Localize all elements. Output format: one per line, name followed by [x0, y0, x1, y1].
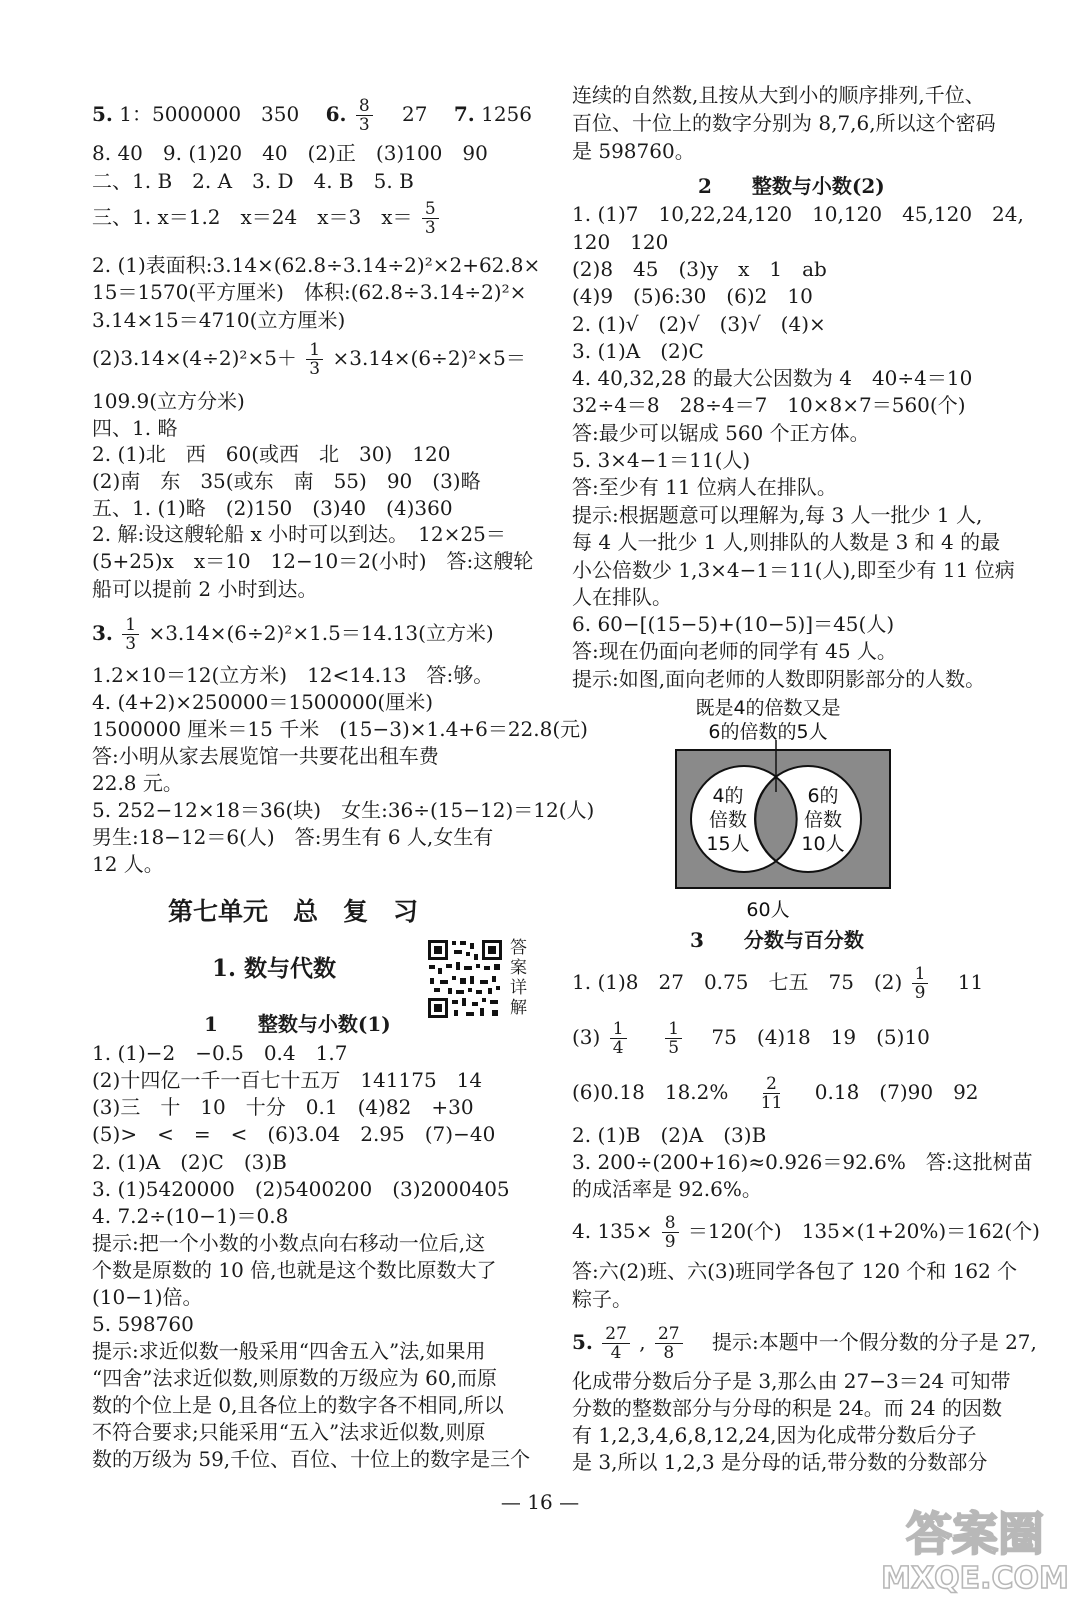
hint-line: 数的个位上是 0,且各位上的数字各不相同,所以 — [92, 1393, 504, 1417]
answer-line: 22.8 元。 — [92, 771, 183, 795]
answer-line: 粽子。 — [572, 1287, 632, 1311]
answer-line: 2. 解:设这艘轮船 x 小时可以到达。 12×25＝ — [92, 522, 506, 546]
answer-line: 答:六(2)班、六(3)班同学各包了 120 个和 162 个 — [572, 1259, 1018, 1283]
answer-line: 3. (1)A (2)C — [572, 339, 704, 363]
venn-right-label-1: 6的 — [807, 785, 839, 807]
qr-code-icon — [426, 938, 504, 1020]
answer-line: 4. 40,32,28 的最大公因数为 4 40÷4＝10 — [572, 366, 973, 390]
answer-line: (2)南 东 35(或东 南 55) 90 (3)略 — [92, 469, 481, 493]
venn-diagram — [668, 692, 898, 928]
answer-line: 2. (1)表面积:3.14×(62.8÷3.14÷2)²×2+62.8× — [92, 253, 541, 277]
section-title: 1. 数与代数 — [212, 955, 337, 982]
answer-line: 5. 3×4−1＝11(人) — [572, 448, 751, 472]
hint-line: 提示:把一个小数的小数点向右移动一位后,这 — [92, 1231, 486, 1255]
hint-line: 分数的整数部分与分母的积是 24。而 24 的因数 — [572, 1396, 1002, 1420]
hint-line: 人在排队。 — [572, 585, 672, 609]
venn-caption-1: 既是4的倍数又是 — [695, 697, 841, 719]
hint-line: 提示:根据题意可以理解为,每 3 人一批少 1 人, — [572, 503, 983, 527]
answer-line: 5. 252−12×18＝36(块) 女生:36÷(15−12)＝12(人) — [92, 798, 595, 822]
answer-line: 4. 7.2÷(10−1)＝0.8 — [92, 1204, 289, 1228]
subsection-title: 1 整数与小数(1) — [204, 1012, 391, 1036]
fraction: $\frac{1}{3}$ — [122, 616, 139, 653]
fraction: $\frac{2}{11}$ — [760, 1074, 783, 1113]
venn-total-label: 60人 — [746, 899, 790, 921]
qr-label: 答案详解 — [510, 938, 527, 1018]
fraction: $\frac{1}{5}$ — [665, 1020, 682, 1057]
answer-line: 1500000 厘米＝15 千米 (15−3)×1.4+6＝22.8(元) — [92, 717, 588, 741]
answer-line: 3. 200÷(200+16)≈0.926＝92.6% 答:这批树苗 — [572, 1150, 1033, 1174]
answer-line: 2. (1)B (2)A (3)B — [572, 1123, 767, 1147]
answer-line: 男生:18−12＝6(人) 答:男生有 6 人,女生有 — [92, 825, 494, 849]
answer-line: 2. (1)北 西 60(或西 北 30) 120 — [92, 442, 451, 466]
answer-line: 4. 135× $\frac{8}{9}$ ＝120(个) 135×(1+20%)＝162(个) — [572, 1213, 1040, 1252]
hint-line: 是 598760。 — [572, 139, 695, 163]
answer-line: 三、1. x＝1.2 x＝24 x＝3 x＝ $\frac{5}{3}$ — [92, 200, 442, 237]
answer-line: (5+25)x x＝10 12−10＝2(小时) 答:这艘轮 — [92, 549, 534, 573]
answer-line: 答:现在仍面向老师的同学有 45 人。 — [572, 639, 897, 663]
answer-line: 1. (1)8 27 0.75 七五 75 (2) $\frac{1}{9}$ 11 — [572, 964, 984, 1003]
venn-caption-2: 6的倍数的5人 — [708, 721, 828, 743]
hint-line: 提示:求近似数一般采用“四舍五入”法,如果用 — [92, 1339, 486, 1363]
answer-line: 15＝1570(平方厘米) 体积:(62.8÷3.14÷2)²× — [92, 280, 527, 304]
hint-line: 连续的自然数,且按从大到小的顺序排列,千位、 — [572, 83, 985, 107]
answer-line: 12 人。 — [92, 852, 164, 876]
answer-line: 答:小明从家去展览馆一共要花出租车费 — [92, 744, 439, 768]
subsection-title: 3 分数与百分数 — [690, 928, 864, 952]
answer-line: 5. $\frac{27}{4}$ , $\frac{27}{8}$ 提示:本题中一个假分数的分子是 27, — [572, 1324, 1037, 1363]
answer-line: (4)9 (5)6:30 (6)2 10 — [572, 284, 813, 308]
fraction: $\frac{8}{9}$ — [662, 1214, 679, 1251]
answer-line: (6)0.18 18.2% $\frac{2}{11}$ 0.18̇ (7)90 92 — [572, 1074, 979, 1113]
hint-line: 有 1,2,3,4,6,8,12,24,因为化成带分数后分子 — [572, 1423, 977, 1447]
answer-line: 6. 60−[(15−5)+(10−5)]＝45(人) — [572, 612, 895, 636]
hint-line: 个数是原数的 10 倍,也就是这个数比原数大了 — [92, 1258, 497, 1282]
hint-line: “四舍”法求近似数,则原数的万级应为 60,而原 — [92, 1366, 497, 1390]
answer-line: 2. (1)√ (2)√ (3)√ (4)× — [572, 312, 826, 336]
subsection-title: 2 整数与小数(2) — [698, 174, 885, 198]
answer-line: (2)十四亿一千一百七十五万 141175 14 — [92, 1068, 483, 1092]
answer-line: (3)三 十 10 十分 0.1 (4)82 +30 — [92, 1095, 474, 1119]
answer-line: 2. (1)A (2)C (3)B — [92, 1150, 287, 1174]
answer-line: 答:至少有 11 位病人在排队。 — [572, 475, 837, 499]
watermark-logo — [880, 1500, 1070, 1600]
answer-line: (5)> < = < (6)3.04 2.95 (7)−40 — [92, 1122, 496, 1146]
venn-left-label-1: 4的 — [712, 785, 744, 807]
venn-right-label-2: 倍数 — [803, 809, 843, 831]
hint-line: 化成带分数后分子是 3,那么由 27−3＝24 可知带 — [572, 1369, 1011, 1393]
hint-line: 是 3,所以 1,2,3 是分母的话,带分数的分数部分 — [572, 1450, 988, 1474]
answer-line: 120 120 — [572, 230, 669, 254]
answer-line: (2)8 45 (3)y x 1 ab — [572, 257, 827, 281]
answer-line: 船可以提前 2 小时到达。 — [92, 577, 318, 601]
hint-line: (10−1)倍。 — [92, 1285, 203, 1309]
answer-line: 1. (1)7 10,22,24,120 10,120 45,120 24, — [572, 202, 1024, 226]
fraction: $\frac{27}{4}$ — [602, 1325, 630, 1362]
answer-line: 3. $\frac{1}{3}$ ×3.14×(6÷2)²×1.5＝14.13(立方米) — [92, 615, 494, 654]
answer-line: 5. 598760 — [92, 1312, 194, 1336]
hint-line: 小公倍数少 1,3×4−1＝11(人),即至少有 11 位病 — [572, 558, 1015, 582]
answer-line: 32÷4＝8 28÷4＝7 10×8×7＝560(个) — [572, 393, 966, 417]
answer-line: 五、1. (1)略 (2)150 (3)40 (4)360 — [92, 496, 453, 520]
answer-line: 四、1. 略 — [92, 416, 178, 440]
answer-line: 5. 1：5000000 350 6. $\frac{8}{3}$ 27 7. 1256 — [92, 96, 532, 135]
qr-code[interactable] — [426, 938, 504, 1024]
hint-line: 不符合要求;只能采用“五入”法求近似数,则原 — [92, 1420, 486, 1444]
answer-line: (3) $\frac{1}{4}$ $\frac{1}{5}$ 75 (4)18 19 (5)10 — [572, 1019, 930, 1058]
answer-line: 答:最少可以锯成 560 个正方体。 — [572, 421, 870, 445]
answer-line: 8. 40 9. (1)20 40 (2)正 (3)100 90 — [92, 141, 488, 165]
answer-line: 的成活率是 92.6%。 — [572, 1177, 762, 1201]
answer-line: 二、1. B 2. A 3. D 4. B 5. B — [92, 169, 414, 193]
answer-line: (2)3.14×(4÷2)²×5＋ $\frac{1}{3}$ ×3.14×(6÷2)²×5＝ — [92, 340, 526, 379]
answer-line: 109.9(立方分米) — [92, 389, 245, 413]
hint-line: 百位、十位上的数字分别为 8,7,6,所以这个密码 — [572, 111, 996, 135]
unit-title: 第七单元 总 复 习 — [168, 897, 419, 926]
page-number: — 16 — — [500, 1490, 580, 1514]
answer-line: 4. (4+2)×250000＝1500000(厘米) — [92, 690, 434, 714]
hint-line: 每 4 人一批少 1 人,则排队的人数是 3 和 4 的最 — [572, 530, 1001, 554]
answer-line: 1.2×10＝12(立方米) 12<14.13 答:够。 — [92, 663, 494, 687]
svg-text:MXQE.COM: MXQE.COM — [881, 1561, 1069, 1596]
svg-text:答案圈: 答案圈 — [906, 1507, 1044, 1561]
answer-line: 1. (1)−2 −0.5 0.4 1.7 — [92, 1041, 348, 1065]
venn-right-label-3: 10人 — [801, 833, 845, 855]
venn-left-label-2: 倍数 — [708, 809, 748, 831]
fraction: $\frac{8}{3}$ — [356, 97, 373, 134]
hint-line: 提示:如图,面向老师的人数即阴影部分的人数。 — [572, 667, 986, 691]
venn-left-label-3: 15人 — [706, 833, 750, 855]
hint-line: 数的万级为 59,千位、百位、十位上的数字是三个 — [92, 1447, 531, 1471]
fraction: $\frac{1}{9}$ — [912, 965, 929, 1002]
fraction: $\frac{1}{3}$ — [306, 341, 323, 378]
answer-line: 3. (1)5420000 (2)5400200 (3)2000405 — [92, 1177, 510, 1201]
answer-line: 3.14×15＝4710(立方厘米) — [92, 308, 346, 332]
fraction: $\frac{27}{8}$ — [655, 1325, 683, 1362]
fraction: $\frac{1}{4}$ — [610, 1020, 627, 1057]
fraction: $\frac{5}{3}$ — [422, 200, 439, 237]
